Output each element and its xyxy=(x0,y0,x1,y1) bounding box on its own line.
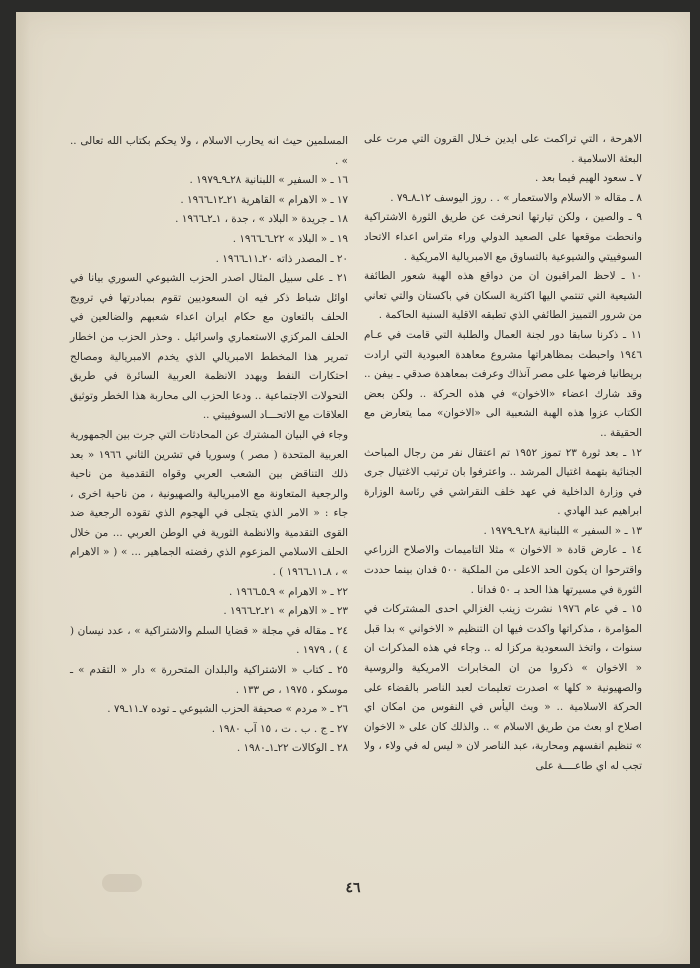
footnote-paragraph: ١١ ـ ذكرنا سابقا دور لجنة العمال والطلبة التي قامت في عـام ١٩٤٦ واحبطت بمظاهراتها مشروع معاهدة العبودية التي ارادت بريطانيا فرضها على مصر آنذاك وعرفت بمعاهدة صدقي ـ بيفن .. وقد شارك اعضاء «الاخوان» في هذه الحركة .. ولكن بعض الكتاب عزوا هذه الهبة الشعبية الى «الاخوان» مما يتعارض مع الحقيقة .. xyxy=(364,328,642,439)
footnote-paragraph: ٢٣ ـ « الاهرام » ٢١ـ٢ـ١٩٦٦ . xyxy=(223,605,348,618)
footnote-paragraph: الاهرحة ، التي تراكمت على ايدين خـلال القرون التي مرت على البعثة الاسلامية . xyxy=(364,133,642,165)
footnote-paragraph: ٢٢ ـ « الاهرام » ٩ـ٥ـ١٩٦٦ . xyxy=(228,585,348,598)
footnote-paragraph: ٢٨ ـ الوكالات ٢٢ـ١ـ١٩٨٠ . xyxy=(236,742,348,755)
footnote-paragraph: ٧ ـ سعود الهيم فيما بعد . xyxy=(535,172,642,185)
footnote-paragraph: ٢٧ ـ ج . ب . ت ، ١٥ آب ١٩٨٠ . xyxy=(211,722,348,735)
footnote-paragraph: ١٢ ـ بعد ثورة ٢٣ تموز ١٩٥٢ تم اعتقال نفر من رجال المباحث الجنائية بتهمة اغتيال المرشد .. واعترفوا بان ترتيب الاغتيال جرى في وزارة الداخلية في عهد خلف النقراشي في رئاسة الوزارة ابراهيم عبد الهادي . xyxy=(364,446,642,518)
footnote-paragraph: ١٩ ـ « البلاد » ٢٢ـ٦ـ١٩٦٦ . xyxy=(232,232,348,245)
footnote-paragraph: ٩ ـ والصين ، ولكن تيارتها انحرفت عن طريق الثورة الاشتراكية وانحطت موقعها على الصعيد الدولي وراء متراس اعداء الاتحاد السوفييتي والشيوعية بالتساوق مع الامبريالية الامريكية . xyxy=(364,211,642,263)
footnote-paragraph: ١٦ ـ « السفير » اللبنانية ٢٨ـ٩ـ١٩٧٩ . xyxy=(189,174,348,187)
footnote-paragraph: ٢٤ ـ مقاله في مجلة « قضايا السلم والاشتراكية » ، عدد نيسان ( ٤ ) ، ١٩٧٩ . xyxy=(70,624,348,657)
document-page xyxy=(16,12,690,964)
left-column xyxy=(70,132,348,759)
page-number: ٤٦ xyxy=(345,880,361,896)
footnote-paragraph: ١٣ ـ « السفير » اللبنانية ٢٨ـ٩ـ١٩٧٩ . xyxy=(483,524,642,537)
footnote-paragraph: ٢٠ ـ المصدر ذاته ٢٠ـ١١ـ١٩٦٦ . xyxy=(215,252,348,265)
footnote-paragraph: وجاء في البيان المشترك عن المحادثات التي جرت بين الجمهورية العربية المتحدة ( مصر ) وسوريا في تشرين الثاني ١٩٦٦ « بعد ذلك التناقض بين الشعب العربي وقواه التقدمية من ناحية والرجعية المتعاونة مع الامبريالية والصهيونية ، من ناحية اخرى ، جاء : « الامر الذي يتجلى في الهجوم الذي تقوده الرجعية ضد القوى التقدمية والانظمة الثورية في الوطن العربي ... من خلال الحلف الاسلامي المزعوم الذي رفضته الجماهير ... » ( « الاهرام » ، ٨ـ١١ـ١٩٦٦ ) . xyxy=(70,428,348,579)
footnote-paragraph: ٢١ ـ على سبيل المثال اصدر الحزب الشيوعي السوري بيانا في اوائل شباط ذكر فيه ان السعوديين تقوم بمبادرتها في ترويج الحلف بالتعاون مع حكام ايران اعداء شعبهم والضالعين في الحلف المركزي الاستعماري واسرائيل . وحذر الحزب من اخطار تمرير هذا المخطط الامبريالي الذي يخدم الامبريالية ومصالح احتكارات النفط ويهدد الانظمة العربية السائرة في طريق التحولات الاجتماعية .. ودعا الحزب الى محاربة هذا الخطر وتوثيق العلاقات مع الاتحـــاد السوفييتي .. xyxy=(70,272,348,422)
footnote-paragraph: ١٨ ـ جريدة « البلاد » ، جدة ، ١ـ٢ـ١٩٦٦ . xyxy=(175,213,348,226)
footnote-paragraph: ١٤ ـ عارض قادة « الاخوان » مثلا التاميمات والاصلاح الزراعي واقترحوا ان يكون الحد الاعلى من الملكية ٥٠٠ فدان بينما حددت الثورة في مسيرتها هذا الحد بـ ٥٠ فدانا . xyxy=(364,544,642,596)
footnote-paragraph: المسلمين حيث انه يحارب الاسلام ، ولا يحكم بكتاب الله تعالى .. » . xyxy=(70,135,348,167)
footnote-paragraph: ٢٥ ـ كتاب « الاشتراكية والبلدان المتحررة » دار « التقدم » ـ موسكو ، ١٩٧٥ ، ص ١٣٣ . xyxy=(70,664,348,696)
right-column xyxy=(364,130,642,777)
footnote-paragraph: ١٠ ـ لاحظ المراقبون ان من دواقع هذه الهبة شعور الطائفة الشيعية التي تنتمي اليها اكثرية السكان في باكستان والتي تعاني من شرور التمييز الطائفي الذي تطبقه الاقلية السنية الحاكمة . xyxy=(364,270,642,322)
footnote-paragraph: ١٥ ـ في عام ١٩٧٦ نشرت زينب الغزالي احدى المشتركات في المؤامرة ، مذكراتها واكدت فيها ان التنظيم « الاخواني » بدا قبل سنوات ، واتخذ السعودية مركزا له .. وجاء في هذه المذكرات ان « الاخوان » ذكروا من ان المخابرات الامريكية والروسية والصهيونية « كلها » اصدرت تعليمات لعبد الناصر بالقضاء على الحركة الاسلامية .. « وبث اليأس في النفوس من امكان اي اصلاح او بعث من طريق الاسلام » .. والذلك كان على « الاخوان » تنظيم انفسهم ومحاربة، عبد الناصر لان « ليس له في ولاء ، ولا تجب له اي طاعــــة على xyxy=(364,603,642,772)
footnote-paragraph: ١٧ ـ « الاهرام » القاهرية ٢١ـ١٢ـ١٩٦٦ . xyxy=(180,193,348,206)
footnote-paragraph: ٨ ـ مقاله « الاسلام والاستعمار » . . روز اليوسف ١٢ـ٨ـ٧٩ . xyxy=(390,191,642,204)
footnote-paragraph: ٢٦ ـ « مردم » صحيفة الحزب الشيوعي ـ توده ٧ـ١١ـ٧٩ . xyxy=(107,703,348,716)
page-binding-shadow xyxy=(16,12,30,964)
